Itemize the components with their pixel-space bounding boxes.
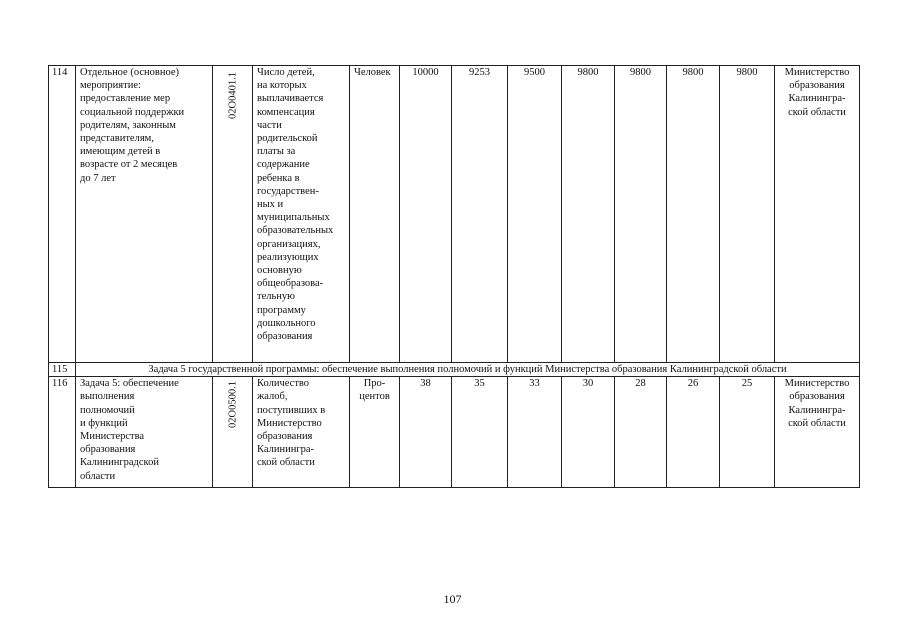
- table-row: [49, 66, 860, 363]
- data-table: [48, 65, 860, 488]
- unit: Человек: [350, 66, 400, 363]
- row-number: 116: [49, 377, 76, 488]
- code-cell: [213, 66, 253, 363]
- value-cell: 38: [400, 377, 452, 488]
- responsible-org: Министерство образования Калинингра- ской области: [775, 377, 860, 488]
- value-cell: 10000: [400, 66, 452, 363]
- value-cell: 9253: [452, 66, 508, 363]
- table-row: [49, 377, 860, 488]
- value-cell: 28: [615, 377, 667, 488]
- row-number: 115: [49, 363, 76, 377]
- table-row: [49, 363, 860, 377]
- value-cell: 35: [452, 377, 508, 488]
- indicator-name: Число детей, на которых выплачивается компенсация части родительской платы за содержание ребенка в государствен- ных и муниципальных образовательных организациях, реализующих основную общеобразова- тельную программу дошкольного образования: [253, 66, 350, 363]
- value-cell: 25: [720, 377, 775, 488]
- value-cell: 9800: [615, 66, 667, 363]
- value-cell: 9800: [562, 66, 615, 363]
- value-cell: 33: [508, 377, 562, 488]
- value-cell: 30: [562, 377, 615, 488]
- budget-code: 02O0500.1: [226, 381, 238, 429]
- code-cell: [213, 377, 253, 488]
- unit: Про- центов: [350, 377, 400, 488]
- indicator-name: Количество жалоб, поступивших в Министерство образования Калинингра- ской области: [253, 377, 350, 488]
- value-cell: 9800: [667, 66, 720, 363]
- responsible-org: Министерство образования Калинингра- ской области: [775, 66, 860, 363]
- page-number: 107: [443, 592, 462, 606]
- value-cell: 9500: [508, 66, 562, 363]
- task-heading: Задача 5 государственной программы: обеспечение выполнения полномочий и функций Министерства образования Калининградской области: [76, 363, 860, 377]
- event-description: Задача 5: обеспечение выполнения полномочий и функций Министерства образования Калининградской области: [76, 377, 213, 488]
- value-cell: 9800: [720, 66, 775, 363]
- row-number: 114: [49, 66, 76, 363]
- event-description: Отдельное (основное) мероприятие: предоставление мер социальной поддержки родителям, законным представителям, имеющим детей в возрасте от 2 месяцев до 7 лет: [76, 66, 213, 363]
- budget-code: 02O0401.1: [226, 72, 238, 119]
- value-cell: 26: [667, 377, 720, 488]
